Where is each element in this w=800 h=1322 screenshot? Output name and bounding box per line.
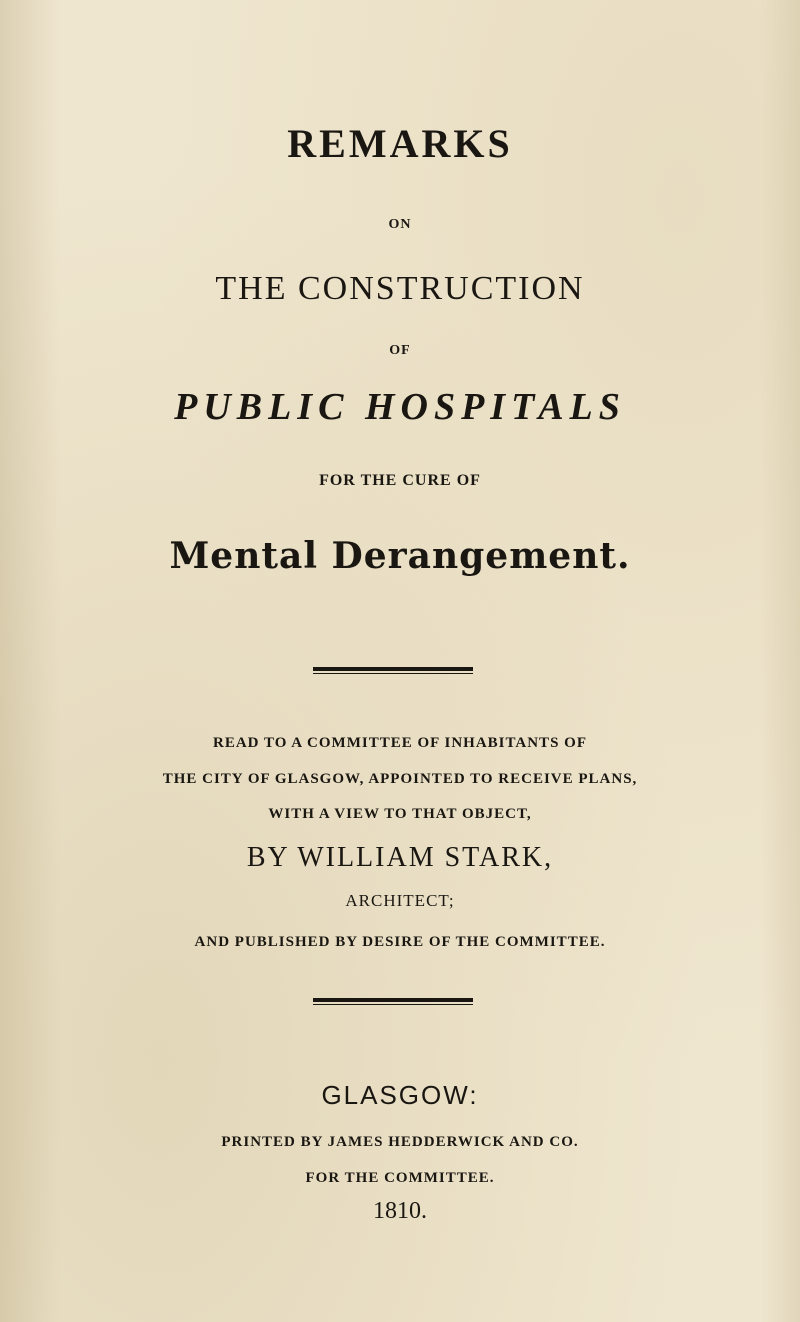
subtitle-public-hospitals: PUBLIC HOSPITALS <box>174 386 626 428</box>
author-line: BY WILLIAM STARK, <box>246 842 554 873</box>
double-rule-divider <box>313 998 473 1005</box>
author-profession: ARCHITECT; <box>345 891 455 910</box>
occasion-line-1: READ TO A COMMITTEE OF INHABITANTS OF <box>212 735 587 751</box>
imprint-for-committee: FOR THE COMMITTEE. <box>305 1170 495 1186</box>
subtitle-construction: THE CONSTRUCTION <box>215 270 585 307</box>
publication-note: AND PUBLISHED BY DESIRE OF THE COMMITTEE. <box>194 934 606 950</box>
title-connector-of: OF <box>389 343 411 358</box>
subtitle-for-cure: FOR THE CURE OF <box>319 472 481 489</box>
imprint-place: GLASGOW: <box>321 1080 479 1110</box>
subtitle-mental-derangement: Mental Derangement. <box>169 535 631 577</box>
occasion-line-2: THE CITY OF GLASGOW, APPOINTED TO RECEIVE PLANS, <box>162 771 638 787</box>
title-connector-on: ON <box>388 217 412 232</box>
book-title: REMARKS <box>287 121 513 166</box>
imprint-printer: PRINTED BY JAMES HEDDERWICK AND CO. <box>221 1134 579 1150</box>
imprint-year: 1810. <box>373 1198 427 1224</box>
occasion-line-3: WITH A VIEW TO THAT OBJECT, <box>268 806 532 822</box>
double-rule-divider <box>313 667 473 674</box>
